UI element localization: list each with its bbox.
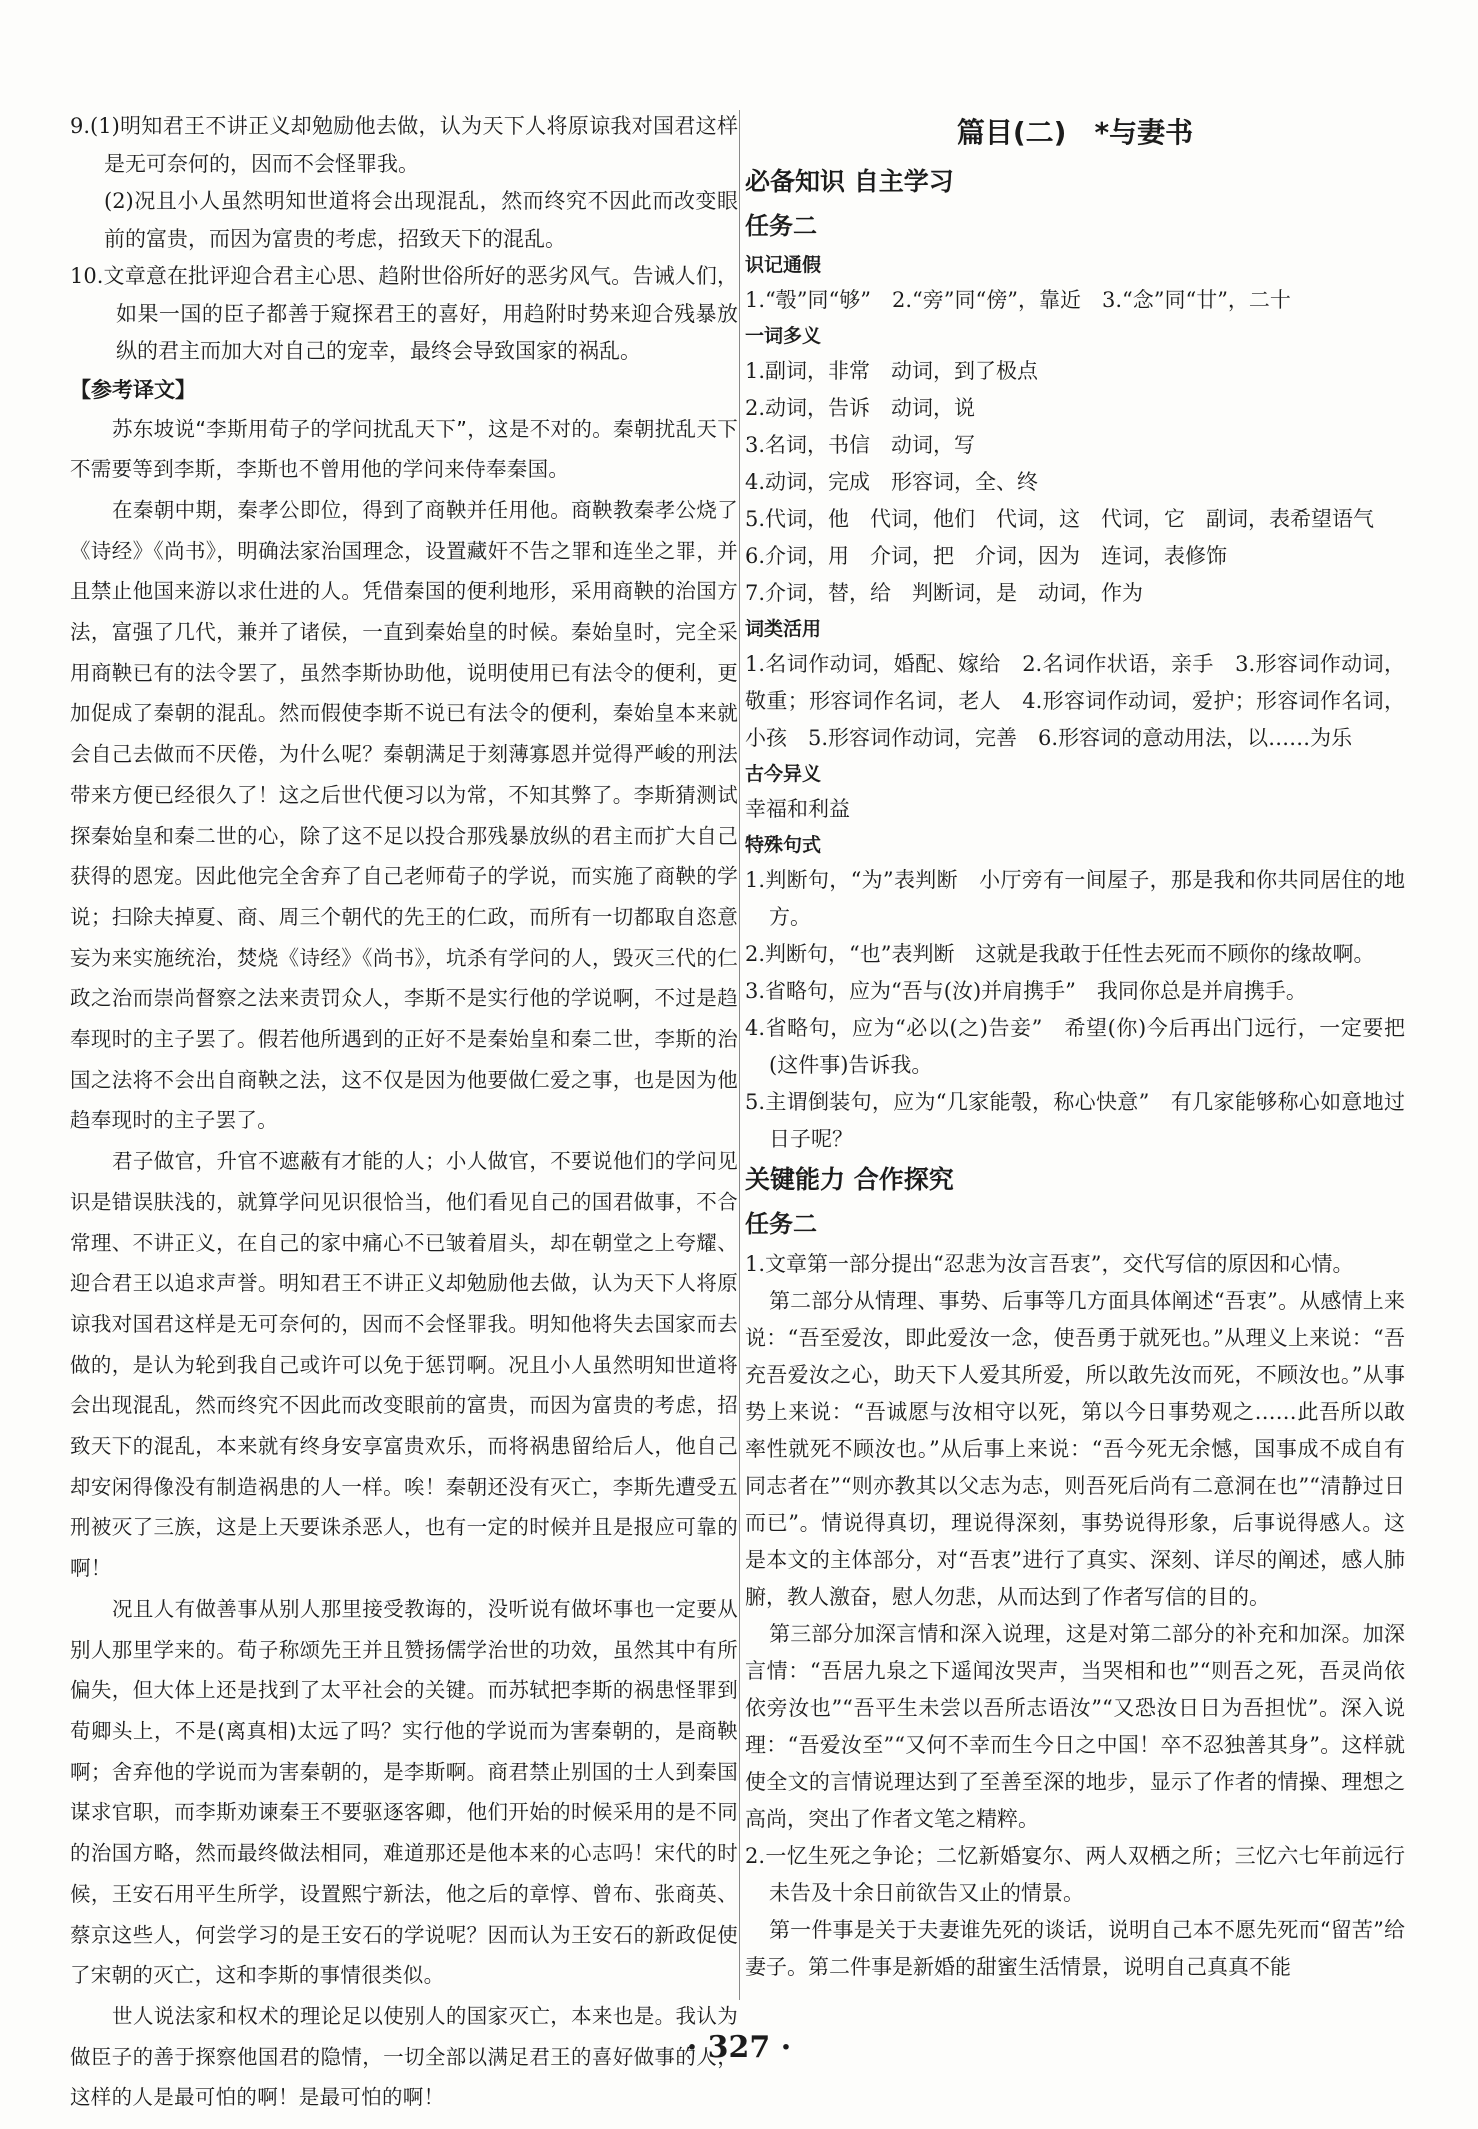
reference-translation-label: 【参考译文】 [70,377,196,402]
section-heading: 关键能力 合作探究 [745,1165,954,1194]
subheading-teshu: 特殊句式 [745,834,822,856]
answer-1-paragraph: 第二部分从情理、事势、后事等几方面具体阐述“吾衷”。从感情上来说：“吾至爱汝，即此爱汝一念，使吾勇于就死也。”从理义上来说：“吾充吾爱汝之心，助天下人爱其所爱，所以敢先汝而死，不顾汝也。”从事势上来说：“吾诚愿与汝相守以死，第以今日事势观之……此吾所以敢率性就死不顾汝也。”从后事上来说：“吾今死无余憾，国事成不成自有同志者在”“则亦教其以父志为志，则吾死后尚有二意洞在也”“清静过日而已”。情说得真切，理说得深刻，事势说得形象，后事说得感人。这是本文的主体部分，对“吾衷”进行了真实、深刻、详尽的阐述，感人肺腑，教人激奋，慰人勿悲，从而达到了作者写信的目的。 [745,1289,1405,1609]
page-title: 篇目(二) *与妻书 [956,116,1194,149]
answer-9-2: (2)况且小人虽然明知世道将会出现混乱，然而终究不因此而改变眼前的富贵，而因为富贵的考虑，招致天下的混乱。 [104,189,738,251]
section-heading: 必备知识 自主学习 [745,167,954,196]
translation-paragraph: 况且人有做善事从别人那里接受教诲的，没听说有做坏事也一定要从别人那里学来的。荀子称颂先王并且赞扬儒学治世的功效，虽然其中有所偏失，但大体上还是找到了太平社会的关键。而苏轼把李斯的祸患怪罪到荀卿头上，不是(离真相)太远了吗？实行他的学说而为害秦朝的，是商鞅啊；舍弃他的学说而为害秦朝的，是李斯啊。商君禁止别国的士人到秦国谋求官职，而李斯劝谏秦王不要驱逐客卿，他们开始的时候采用的是不同的治国方略，然而最终做法相同，难道那还是他本来的心志吗！宋代的时候，王安石用平生所学，设置熙宁新法，他之后的章惇、曾布、张商英、蔡京这些人，何尝学习的是王安石的学说呢？因而认为王安石的新政促使了宋朝的灭亡，这和李斯的事情很类似。 [70,1596,738,1988]
column-divider [739,110,740,2000]
cilei-answer: 1.名词作动词，婚配、嫁给 2.名词作状语，亲手 3.形容词作动词，敬重；形容词作名词，老人 4.形容词作动词，爱护；形容词作名词，小孩 5.形容词作动词，完善 6.形容词的意动用法，以……为乐 [745,652,1405,750]
reference-translation [70,409,738,2119]
teshu-item: 4.省略句，应为“必以(之)告妾” 希望(你)今后再出门远行，一定要把(这件事)告诉我。 [745,1016,1405,1077]
teshu-item: 3.省略句，应为“吾与(汝)并肩携手” 我同你总是并肩携手。 [745,979,1307,1003]
gujin-answer: 幸福和利益 [745,797,850,821]
subheading-cilei: 词类活用 [745,618,822,640]
yici-item: 6.介词，用 介词，把 介词，因为 连词，表修饰 [745,544,1228,568]
left-column [70,108,738,2118]
teshu-item: 1.判断句，“为”表判断 小厅旁有一间屋子，那是我和你共同居住的地方。 [745,868,1405,929]
answer-2: 2.一忆生死之争论；二忆新婚宴尔、两人双栖之所；三忆六七年前远行未告及十余日前欲告又止的情景。 [745,1844,1405,1905]
subheading-gujin: 古今异义 [745,763,822,785]
subheading-yici: 一词多义 [745,325,822,347]
yici-item: 7.介词，替，给 判断词，是 动词，作为 [745,581,1144,605]
task-heading: 任务二 [745,1210,817,1238]
answer-9-1: 9.(1)明知君王不讲正义却勉励他去做，认为天下人将原谅我对国君这样是无可奈何的，因而不会怪罪我。 [70,114,738,176]
answer-10: 10.文章意在批评迎合君主心思、趋附世俗所好的恶劣风气。告诫人们，如果一国的臣子都善于窥探君王的喜好，用趋附时势来迎合残暴放纵的君主而加大对自己的宠幸，最终会导致国家的祸乱。 [70,264,738,363]
yici-item: 2.动词，告诉 动词，说 [745,396,976,420]
yici-item: 1.副词，非常 动词，到了极点 [745,359,1039,383]
page-number: · 327 · [686,2030,792,2065]
task-heading: 任务二 [745,212,817,240]
answer-1-paragraph: 第三部分加深言情和深入说理，这是对第二部分的补充和加深。加深言情：“吾居九泉之下遥闻汝哭声，当哭相和也”“则吾之死，吾灵尚依依旁汝也”“吾平生未尝以吾所志语汝”“又恐汝日日为吾担忧”。深入说理：“吾爱汝至”“又何不幸而生今日之中国！卒不忍独善其身”。这样就使全文的言情说理达到了至善至深的地步，显示了作者的情操、理想之高尚，突出了作者文笔之精粹。 [745,1622,1405,1831]
teshu-item: 2.判断句，“也”表判断 这就是我敢于任性去死而不顾你的缘故啊。 [745,942,1375,966]
yici-item: 3.名词，书信 动词，写 [745,433,976,457]
translation-paragraph: 世人说法家和权术的理论足以使别人的国家灭亡，本来也是。我认为做臣子的善于探察他国君的隐情，一切全部以满足君王的喜好做事的人，这样的人是最可怕的啊！是最可怕的啊！ [70,2003,738,2110]
subheading-tongjia: 识记通假 [745,254,822,276]
translation-paragraph: 苏东坡说“李斯用荀子的学问扰乱天下”，这是不对的。秦朝扰乱天下不需要等到李斯，李斯也不曾用他的学问来侍奉秦国。 [70,416,738,482]
right-column [745,108,1405,1986]
translation-paragraph: 君子做官，升官不遮蔽有才能的人；小人做官，不要说他们的学问见识是错误肤浅的，就算学问见识很恰当，他们看见自己的国君做事，不合常理、不讲正义，在自己的家中痛心不已皱着眉头，却在朝堂之上夸耀、迎合君王以追求声誉。明知君王不讲正义却勉励他去做，认为天下人将原谅我对国君这样是无可奈何的，因而不会怪罪我。明知他将失去国家而去做的，是认为轮到我自己或许可以免于惩罚啊。况且小人虽然明知世道将会出现混乱，然而终究不因此而改变眼前的富贵，而因为富贵的考虑，招致天下的混乱，本来就有终身安享富贵欢乐，而将祸患留给后人，他自己却安闲得像没有制造祸患的人一样。唉！秦朝还没有灭亡，李斯先遭受五刑被灭了三族，这是上天要诛杀恶人，也有一定的时候并且是报应可靠的啊！ [70,1149,738,1581]
answer-2-paragraph: 第一件事是关于夫妻谁先死的谈话，说明自己本不愿先死而“留苦”给妻子。第二件事是新婚的甜蜜生活情景，说明自己真真不能 [745,1918,1405,1979]
tongjia-answer: 1.“彀”同“够” 2.“旁”同“傍”，靠近 3.“念”同“廿”，二十 [745,288,1291,312]
translation-paragraph: 在秦朝中期，秦孝公即位，得到了商鞅并任用他。商鞅教秦孝公烧了《诗经》《尚书》，明确法家治国理念，设置藏奸不告之罪和连坐之罪，并且禁止他国来游以求仕进的人。凭借秦国的便利地形，采用商鞅的治国方法，富强了几代，兼并了诸侯，一直到秦始皇的时候。秦始皇时，完全采用商鞅已有的法令罢了，虽然李斯协助他，说明使用已有法令的便利，更加促成了秦朝的混乱。然而假使李斯不说已有法令的便利，秦始皇本来就会自己去做而不厌倦，为什么呢？秦朝满足于刻薄寡恩并觉得严峻的刑法带来方便已经很久了！这之后世代便习以为常，不知其弊了。李斯猜测试探秦始皇和秦二世的心，除了这不足以投合那残暴放纵的君主而扩大自己获得的恩宠。因此他完全舍弃了自己老师荀子的学说，而实施了商鞅的学说；扫除夫掉夏、商、周三个朝代的先王的仁政，而所有一切都取自恣意妄为来实施统治，焚烧《诗经》《尚书》，坑杀有学问的人，毁灭三代的仁政之治而崇尚督察之法来责罚众人，李斯不是实行他的学说啊，不过是趋奉现时的主子罢了。假若他所遇到的正好不是秦始皇和秦二世，李斯的治国之法将不会出自商鞅之法，这不仅是因为他要做仁爱之事，也是因为他趋奉现时的主子罢了。 [70,497,738,1133]
yici-item: 4.动词，完成 形容词，全、终 [745,470,1039,494]
yici-item: 5.代词，他 代词，他们 代词，这 代词，它 副词，表希望语气 [745,507,1375,531]
answer-1: 1.文章第一部分提出“忍悲为汝言吾衷”，交代写信的原因和心情。 [745,1252,1354,1276]
teshu-item: 5.主谓倒装句，应为“几家能彀，称心快意” 有几家能够称心如意地过日子呢？ [745,1090,1405,1151]
